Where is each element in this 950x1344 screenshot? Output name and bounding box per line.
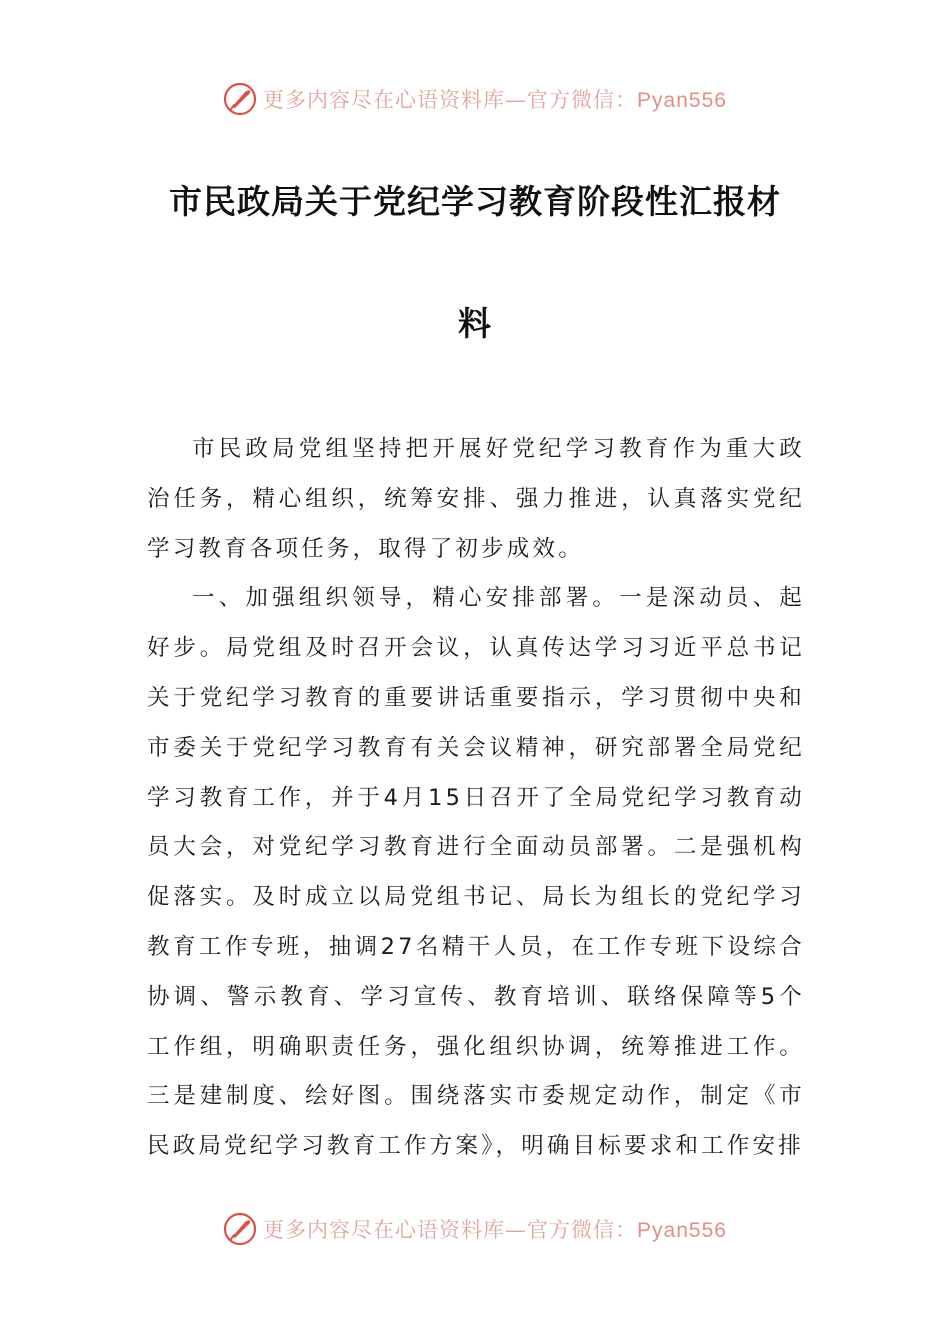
quill-pen-icon — [223, 1212, 257, 1246]
footer-banner — [0, 1212, 950, 1246]
paragraph-section-1: 一、加强组织领导，精心安排部署。一是深动员、起好步。局党组及时召开会议，认真传达学习习近平总书记关于党纪学习教育的重要讲话重要指示，学习贯彻中央和市委关于党纪学习教育有关会议精神，研究部署全局党纪学习教育工作，并于4月15日召开了全局党纪学习教育动员大会，对党纪学习教育进行全面动员部署。二是强机构促落实。及时成立以局党组书记、局长为组长的党纪学习教育工作专班，抽调27名精干人员，在工作专班下设综合协调、警示教育、学习宣传、教育培训、联络保障等5个工作组，明确职责任务，强化组织协调，统筹推进工作。三是建制度、绘好图。围绕落实市委规定动作，制定《市民政局党纪学习教育工作方案》，明确目标要求和工作安排 — [147, 585, 805, 1160]
document-body — [147, 425, 805, 1172]
paragraph-intro: 市民政局党组坚持把开展好党纪学习教育作为重大政治任务，精心组织，统筹安排、强力推进，认真落实党纪学习教育各项任务，取得了初步成效。 — [147, 436, 805, 562]
document-title-line-2: 料 — [458, 304, 492, 343]
header-banner — [0, 82, 950, 116]
quill-pen-icon — [223, 82, 257, 116]
document-title-line-1: 市民政局关于党纪学习教育阶段性汇报材 — [169, 182, 781, 221]
banner-wechat-id: Pyan556 — [637, 89, 727, 112]
banner-text: 更多内容尽在心语资料库—官方微信：Pyan556 — [263, 1218, 727, 1242]
banner-text: 更多内容尽在心语资料库—官方微信：Pyan556 — [263, 88, 727, 112]
banner-wechat-id: Pyan556 — [637, 1219, 727, 1242]
